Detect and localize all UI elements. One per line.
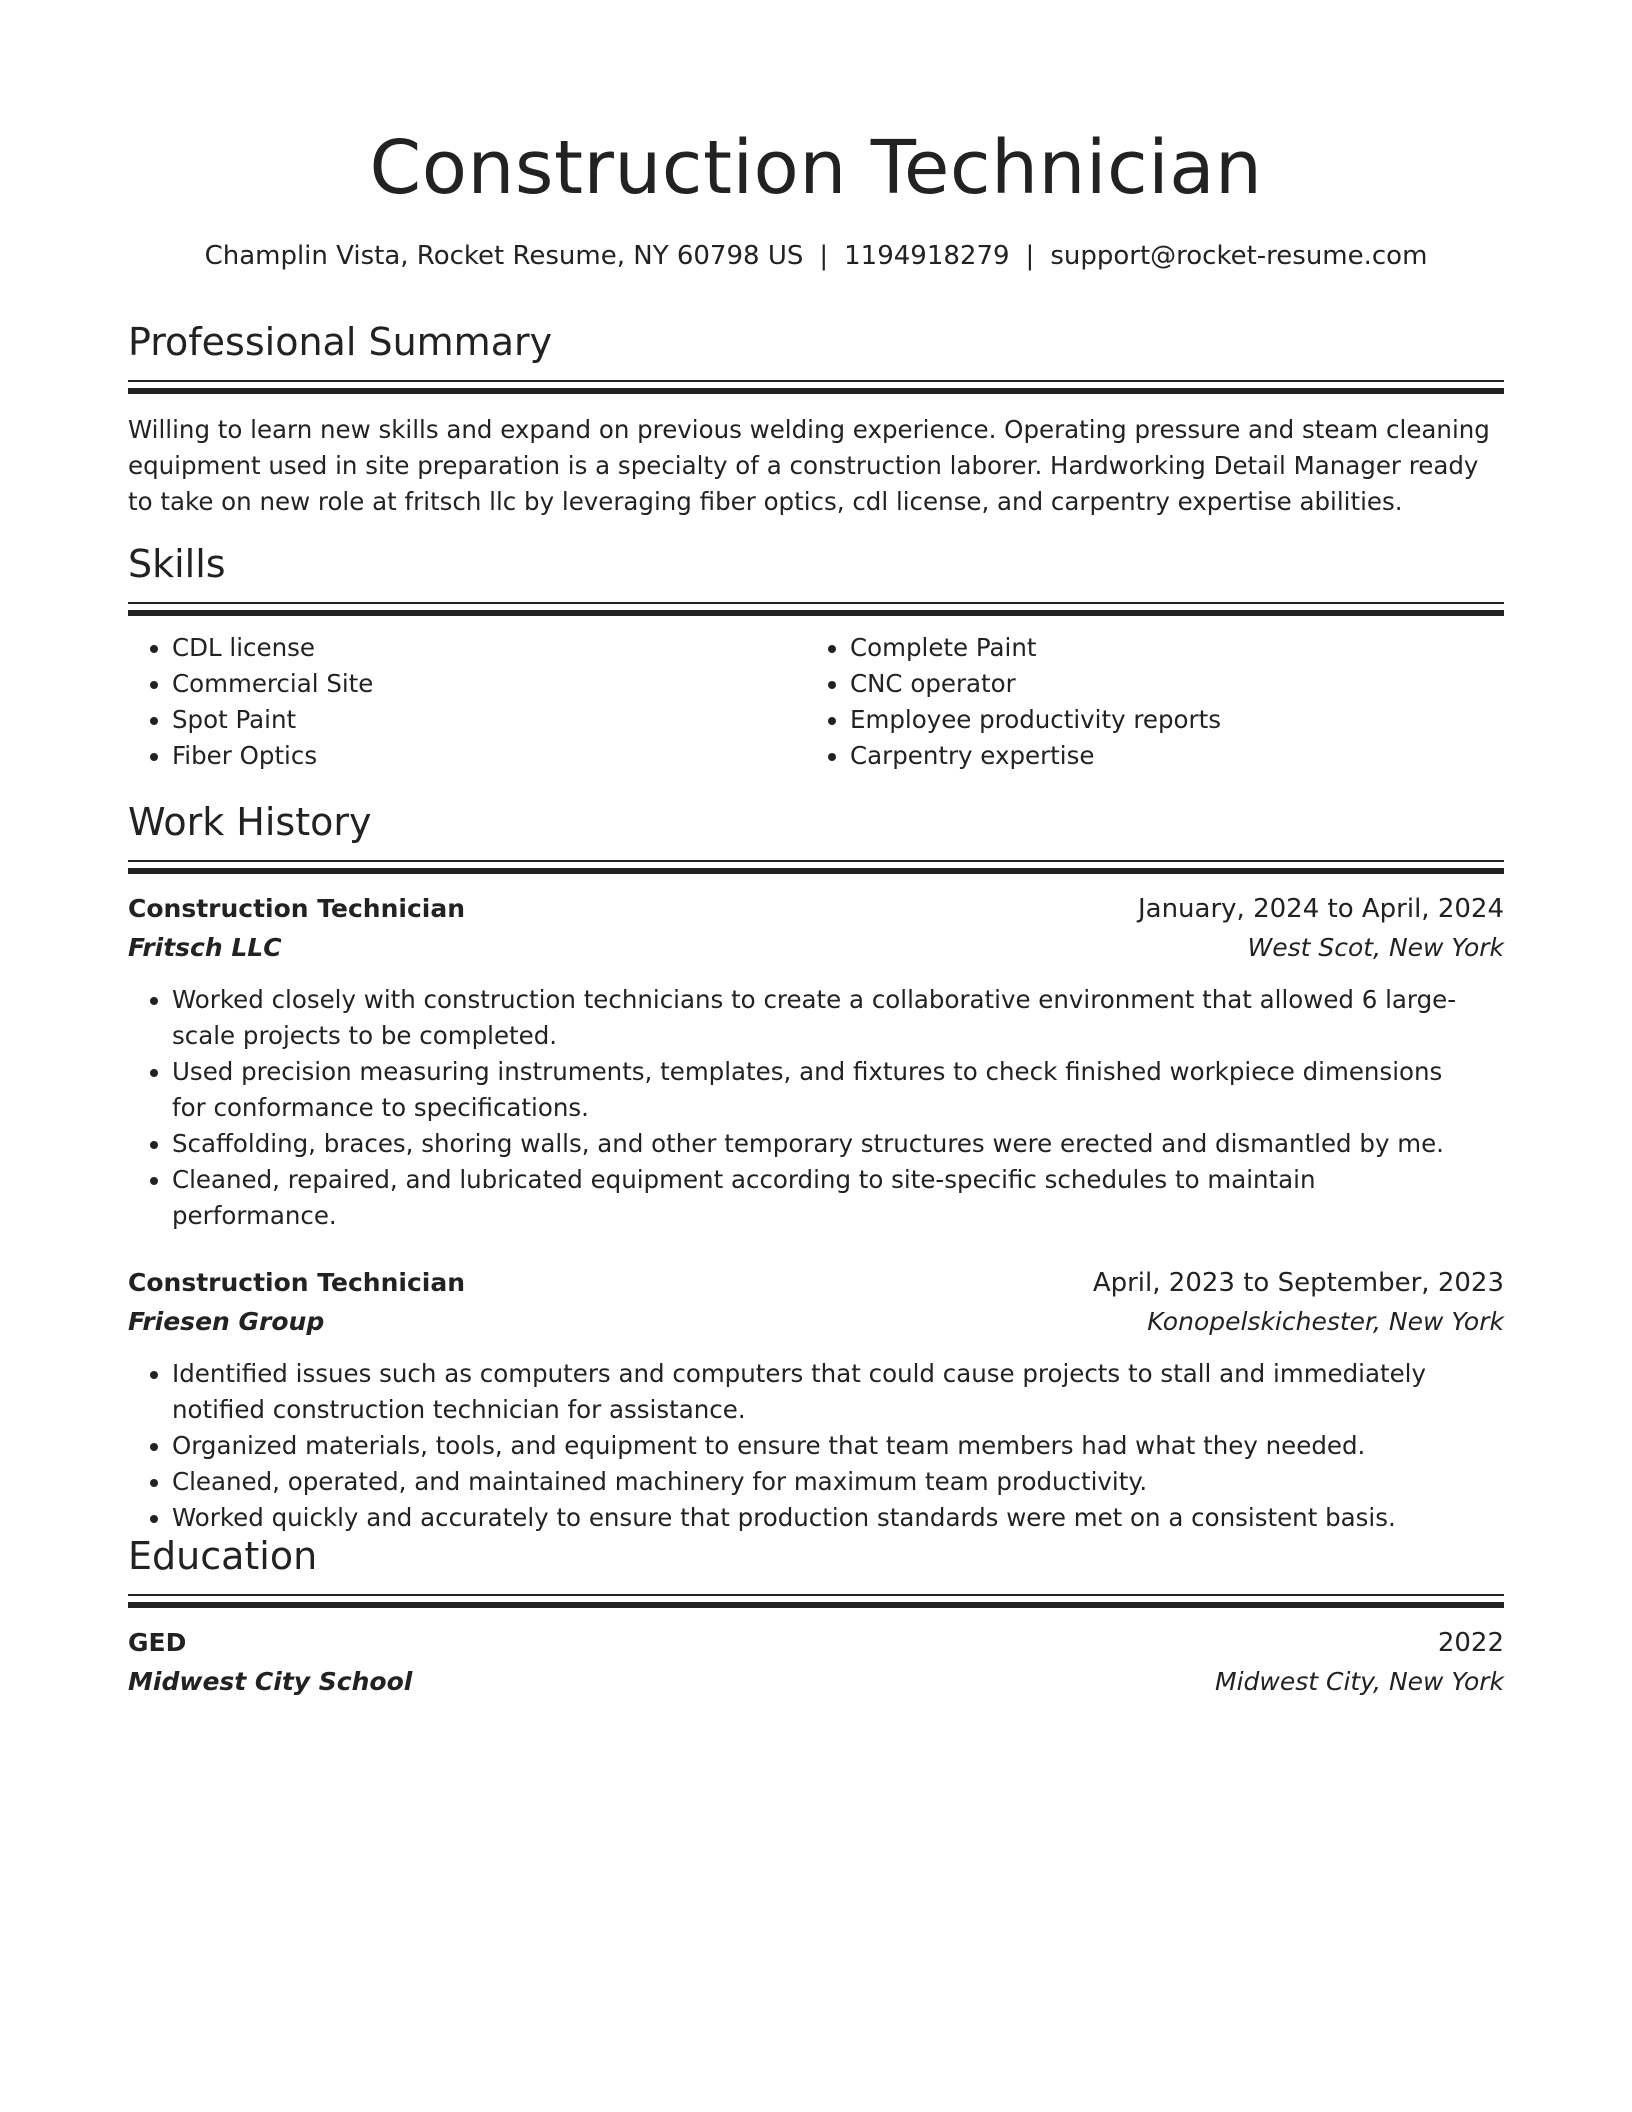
job-bullet: • Cleaned, repaired, and lubricated equipment according to site-specific schedules to maintain performance. [172, 1162, 1504, 1234]
section-divider [128, 380, 1504, 382]
summary-heading: Professional Summary [128, 320, 553, 364]
education-location: Midwest City, New York [1215, 1667, 1504, 1696]
job-bullet: • Worked closely with construction technicians to create a collaborative environment that allowed 6 large-scale projects to be completed. [172, 982, 1504, 1054]
job-bullets [128, 1356, 1504, 1536]
job-bullet: • Organized materials, tools, and equipment to ensure that team members had what they needed. [172, 1428, 1504, 1464]
job-bullets [128, 982, 1504, 1234]
job-bullet: • Cleaned, operated, and maintained machinery for maximum team productivity. [172, 1464, 1504, 1500]
contact-separator: | [819, 241, 829, 271]
skill-item: • CDL license [172, 630, 806, 666]
job-employer: Fritsch LLC [128, 933, 282, 962]
education-school-row [128, 1662, 1504, 1702]
skill-item: • Complete Paint [850, 630, 1484, 666]
job-title: Construction Technician [128, 894, 466, 923]
summary-section [128, 316, 1504, 520]
job-employer-row [128, 928, 1504, 968]
contact-email: support@rocket-resume.com [1050, 241, 1428, 271]
skill-item: • CNC operator [850, 666, 1484, 702]
job-entry [128, 1264, 1504, 1536]
skills-list-right [806, 630, 1484, 774]
contact-address: Champlin Vista, Rocket Resume, NY 60798 US [204, 241, 804, 271]
work-history-section [128, 796, 1504, 1536]
education-header-row [128, 1624, 1504, 1662]
education-year: 2022 [1437, 1628, 1504, 1658]
summary-text: Willing to learn new skills and expand on previous welding experience. Operating pressure and steam cleaning equipment used in site preparation is a specialty of a construction laborer. Hardworking Detail Manager ready to take on new role at fritsch llc by leveraging fiber optics, cdl license, and carpentry expertise abilities. [128, 415, 1490, 516]
contact-phone: 1194918279 [844, 241, 1010, 271]
contact-separator: | [1025, 241, 1035, 271]
skill-item: • Fiber Optics [172, 738, 806, 774]
work-history-heading: Work History [128, 800, 372, 844]
skills-section [128, 538, 1504, 774]
section-divider-thick [128, 1602, 1504, 1608]
contact-line [128, 236, 1504, 276]
education-entry [128, 1624, 1504, 1702]
job-employer-row [128, 1302, 1504, 1342]
skill-item: • Commercial Site [172, 666, 806, 702]
section-divider-thick [128, 388, 1504, 394]
section-divider [128, 602, 1504, 604]
job-title: Construction Technician [128, 1268, 466, 1297]
job-bullet: • Used precision measuring instruments, templates, and fixtures to check finished workpiece dimensions for conformance to specifications. [172, 1054, 1504, 1126]
candidate-name: Construction Technician [369, 125, 1263, 211]
skill-item: • Spot Paint [172, 702, 806, 738]
job-dates: April, 2023 to September, 2023 [1092, 1268, 1504, 1298]
skill-item: • Employee productivity reports [850, 702, 1484, 738]
job-location: Konopelskichester, New York [1147, 1307, 1504, 1336]
section-divider [128, 1594, 1504, 1596]
skills-list-left [128, 630, 806, 774]
job-entry [128, 890, 1504, 1234]
job-dates: January, 2024 to April, 2024 [1137, 894, 1504, 924]
job-location: West Scot, New York [1247, 933, 1504, 962]
education-heading: Education [128, 1534, 318, 1578]
job-bullet: • Identified issues such as computers and computers that could cause projects to stall and immediately notified construction technician for assistance. [172, 1356, 1504, 1428]
job-header-row [128, 890, 1504, 928]
education-school: Midwest City School [128, 1667, 413, 1696]
section-divider-thick [128, 610, 1504, 616]
skill-item: • Carpentry expertise [850, 738, 1484, 774]
education-degree: GED [128, 1628, 187, 1657]
section-divider [128, 860, 1504, 862]
education-section [128, 1530, 1504, 1702]
job-bullet: • Scaffolding, braces, shoring walls, and other temporary structures were erected and dismantled by me. [172, 1126, 1504, 1162]
job-bullet: • Worked quickly and accurately to ensure that production standards were met on a consistent basis. [172, 1500, 1504, 1536]
job-header-row [128, 1264, 1504, 1302]
section-divider-thick [128, 868, 1504, 874]
job-employer: Friesen Group [128, 1307, 325, 1336]
skills-heading: Skills [128, 542, 226, 586]
skills-grid [128, 630, 1504, 774]
